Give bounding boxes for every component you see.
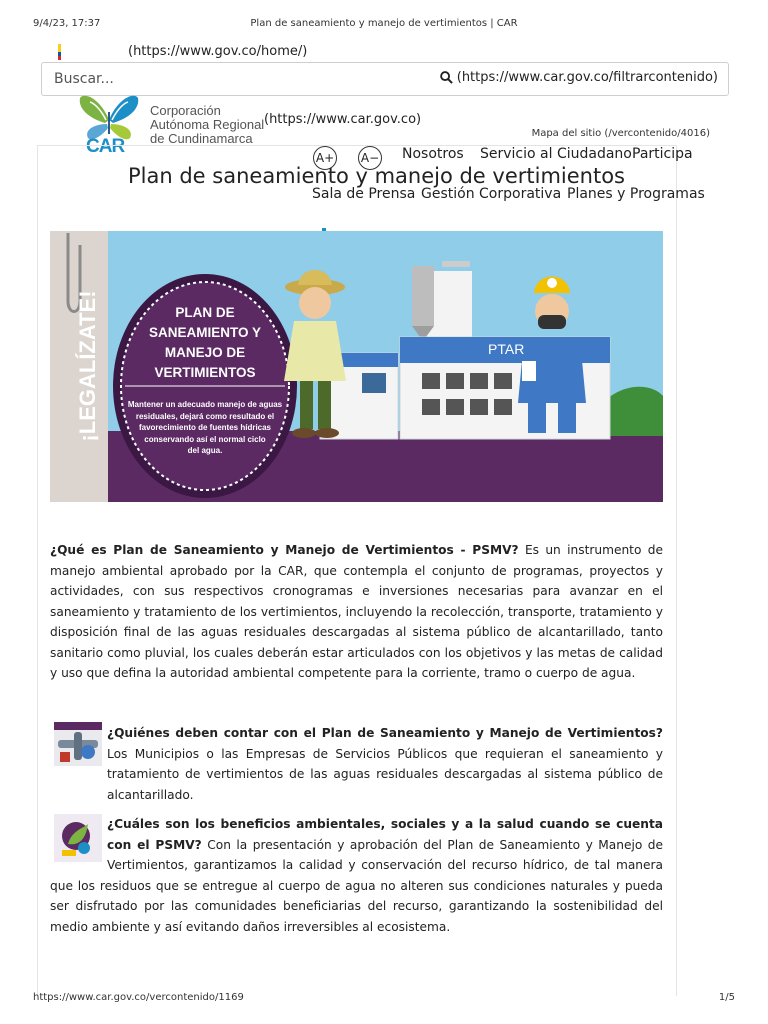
banner-body: Mantener un adecuado manejo de aguas residuales, dejará como resultado el favorecimiento de fuentes hídricas conservando así el normal ciclo del agua. [127, 400, 283, 455]
sitemap-link[interactable]: Mapa del sitio (/vercontenido/4016) [531, 128, 710, 139]
font-increase-button[interactable]: A+ [313, 146, 337, 170]
font-decrease-button[interactable]: A− [358, 146, 382, 170]
nav-sala-prensa[interactable]: Sala de Prensa [312, 186, 416, 202]
search-bar [41, 62, 729, 96]
print-date: 9/4/23, 17:37 [33, 18, 101, 29]
nav-planes-programas[interactable]: Planes y Programas [567, 186, 705, 202]
colombia-flag-icon [58, 44, 61, 60]
section3-question: ¿Cuáles son los beneficios ambientales, sociales y a la salud cuando se cuenta con el PSMV? [107, 817, 663, 852]
print-page-title: Plan de saneamiento y manejo de vertimientos | CAR [250, 18, 518, 29]
banner-side-label: ¡LEGALÍZATE! [75, 290, 100, 442]
ptar-label: PTAR [488, 341, 525, 357]
pipes-thumbnail-icon [54, 722, 102, 766]
banner-heading: PLAN DE SANEAMIENTO Y MANEJO DE VERTIMIENTOS [148, 305, 262, 380]
search-icon [440, 71, 453, 84]
nav-servicio-ciudadano[interactable]: Servicio al Ciudadano [480, 146, 632, 162]
search-input[interactable] [52, 70, 436, 88]
print-footer-page: 1/5 [718, 992, 735, 1003]
section2-question: ¿Quiénes deben contar con el Plan de Saneamiento y Manejo de Vertimientos? [107, 726, 663, 740]
nav-nosotros[interactable]: Nosotros [402, 146, 464, 162]
section-who-needs-psmv [107, 723, 663, 805]
section-benefits-psmv [50, 814, 663, 937]
section1-answer: Es un instrumento de manejo ambiental aprobado por la CAR, que contempla el conjunto de programas, proyectos y actividades, con sus respectivos cronogramas e inversiones necesarias para avanzar en el saneamiento y tratamiento de los vertimientos, incluyendo la recolección, transporte, tratamiento y disposición final de las aguas residuales descargadas al sistema público de alcantarillado, tanto sanitario como pluvial, los cuales deberán estar articulados con los objetivos y las metas de calidad y uso que defina la autoridad ambiental competente para la corriente, tramo o cuerpo de agua. [50, 543, 663, 680]
nav-gestion-corporativa[interactable]: Gestión Corporativa [421, 186, 562, 202]
car-home-link[interactable]: (https://www.car.gov.co) [264, 112, 422, 127]
page-title: Plan de saneamiento y manejo de vertimientos [128, 164, 625, 188]
section3-answer: Con la presentación y aprobación del Plan de Saneamiento y Manejo de Vertimientos, garantizamos la calidad y conservación del recurso hídrico, de tal manera que los residuos que se entregue al cuerpo de agua no alteren sus condiciones naturales y pueda ser disfrutado por las comunidades beneficiarias del recurso, garantizando la sostenibilidad del medio ambiente y así evitando daños irreversibles al ecosistema. [50, 837, 664, 934]
section-what-is-psmv [50, 540, 663, 684]
section1-question: ¿Qué es Plan de Saneamiento y Manejo de Vertimientos - PSMV? [50, 543, 519, 557]
psmv-banner [50, 231, 663, 502]
section2-answer: Los Municipios o las Empresas de Servicios Públicos que requieran el saneamiento y tratamiento de vertimientos de las aguas residuales descargadas al sistema público de alcantarillado. [107, 746, 663, 802]
nav-participa[interactable]: Participa [632, 146, 693, 162]
print-footer-url: https://www.car.gov.co/vercontenido/1169 [33, 992, 244, 1003]
search-button[interactable] [440, 70, 718, 85]
org-name: Corporación Autónoma Regional de Cundinamarca [150, 103, 265, 146]
search-link-text: (https://www.car.gov.co/filtrarcontenido) [456, 70, 718, 85]
logo-text: CAR [86, 136, 125, 157]
gov-co-link[interactable]: (https://www.gov.co/home/) [128, 44, 308, 59]
